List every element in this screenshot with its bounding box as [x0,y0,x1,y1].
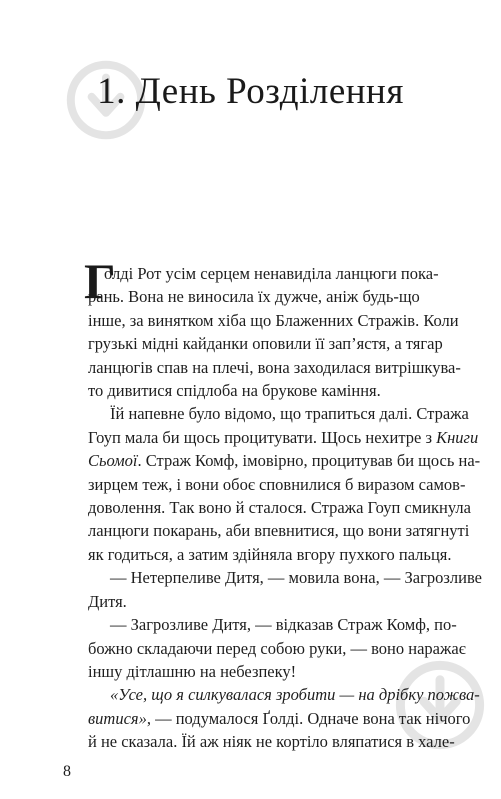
text-segment: . Страж Комф, імовірно, процитував би щось на- [137,451,481,471]
text-line: ланцюги покарань, аби впевнитися, що вони затягнуті [88,521,470,541]
text-line: «Усе, що я силкувалася зробити — на дрібку пожва- [110,685,480,705]
text-line: божно складаючи перед собою руки, — воно наражає [88,638,466,658]
text-line: ланцюгів спав на плечі, вона заходилася витрішкува- [88,357,461,377]
paragraph-3 [88,566,482,613]
text-segment: , — подумалося Ґолді. Одначе вона так нічого [146,708,471,728]
book-title-italic: Сьомої [88,451,138,471]
text-line: то дивитися спідлоба на брукове каміння. [88,381,381,401]
text-line: доволення. Так воно й сталося. Стража Гоуп смикнула [88,498,471,518]
text-line: рань. Вона не виносила їх дужче, аніж будь-що [88,287,420,307]
text-line: й не сказала. Їй аж ніяк не кортіло вляпатися в хале- [88,732,455,752]
drop-cap: Г [84,253,116,309]
text-line: інше, за винятком хіба що Блаженних Стражів. Коли [88,310,459,330]
text-line [88,449,481,472]
thought-italic: витися» [88,708,147,728]
book-title-italic: Книги [436,427,479,447]
text-line [88,426,479,449]
paragraph-1 [84,253,461,402]
text-line: як годиться, а затим здійняла вгору пухкого пальця. [88,544,452,564]
body-text [84,253,482,754]
text-segment: Гоуп мала би щось процитувати. Щось нехитре з [88,427,437,447]
text-line: зирцем теж, і вони обоє сповнилися б виразом самов- [88,474,466,494]
text-line: олді Рот усім серцем ненавиділа ланцюги пока- [104,264,439,283]
text-line: грузькі мідні кайданки оповили її зап’ястя, а тягар [88,334,443,354]
text-line: Дитя. [88,591,127,611]
text-line: іншу дітлашню на небезпеку! [88,661,297,681]
page-number: 8 [63,763,71,780]
text-line: Їй напевне було відомо, що трапиться далі. Стража [110,404,469,424]
paragraph-4 [88,613,466,683]
paragraph-2 [88,402,481,566]
text-line: — Нетерпеливе Дитя, — мовила вона, — Загрозливе [110,568,482,588]
text-line [88,707,471,730]
paragraph-5 [88,683,480,753]
text-line: — Загрозливе Дитя, — відказав Страж Комф, по- [110,615,457,635]
chapter-title: 1. День Розділення [97,71,404,112]
